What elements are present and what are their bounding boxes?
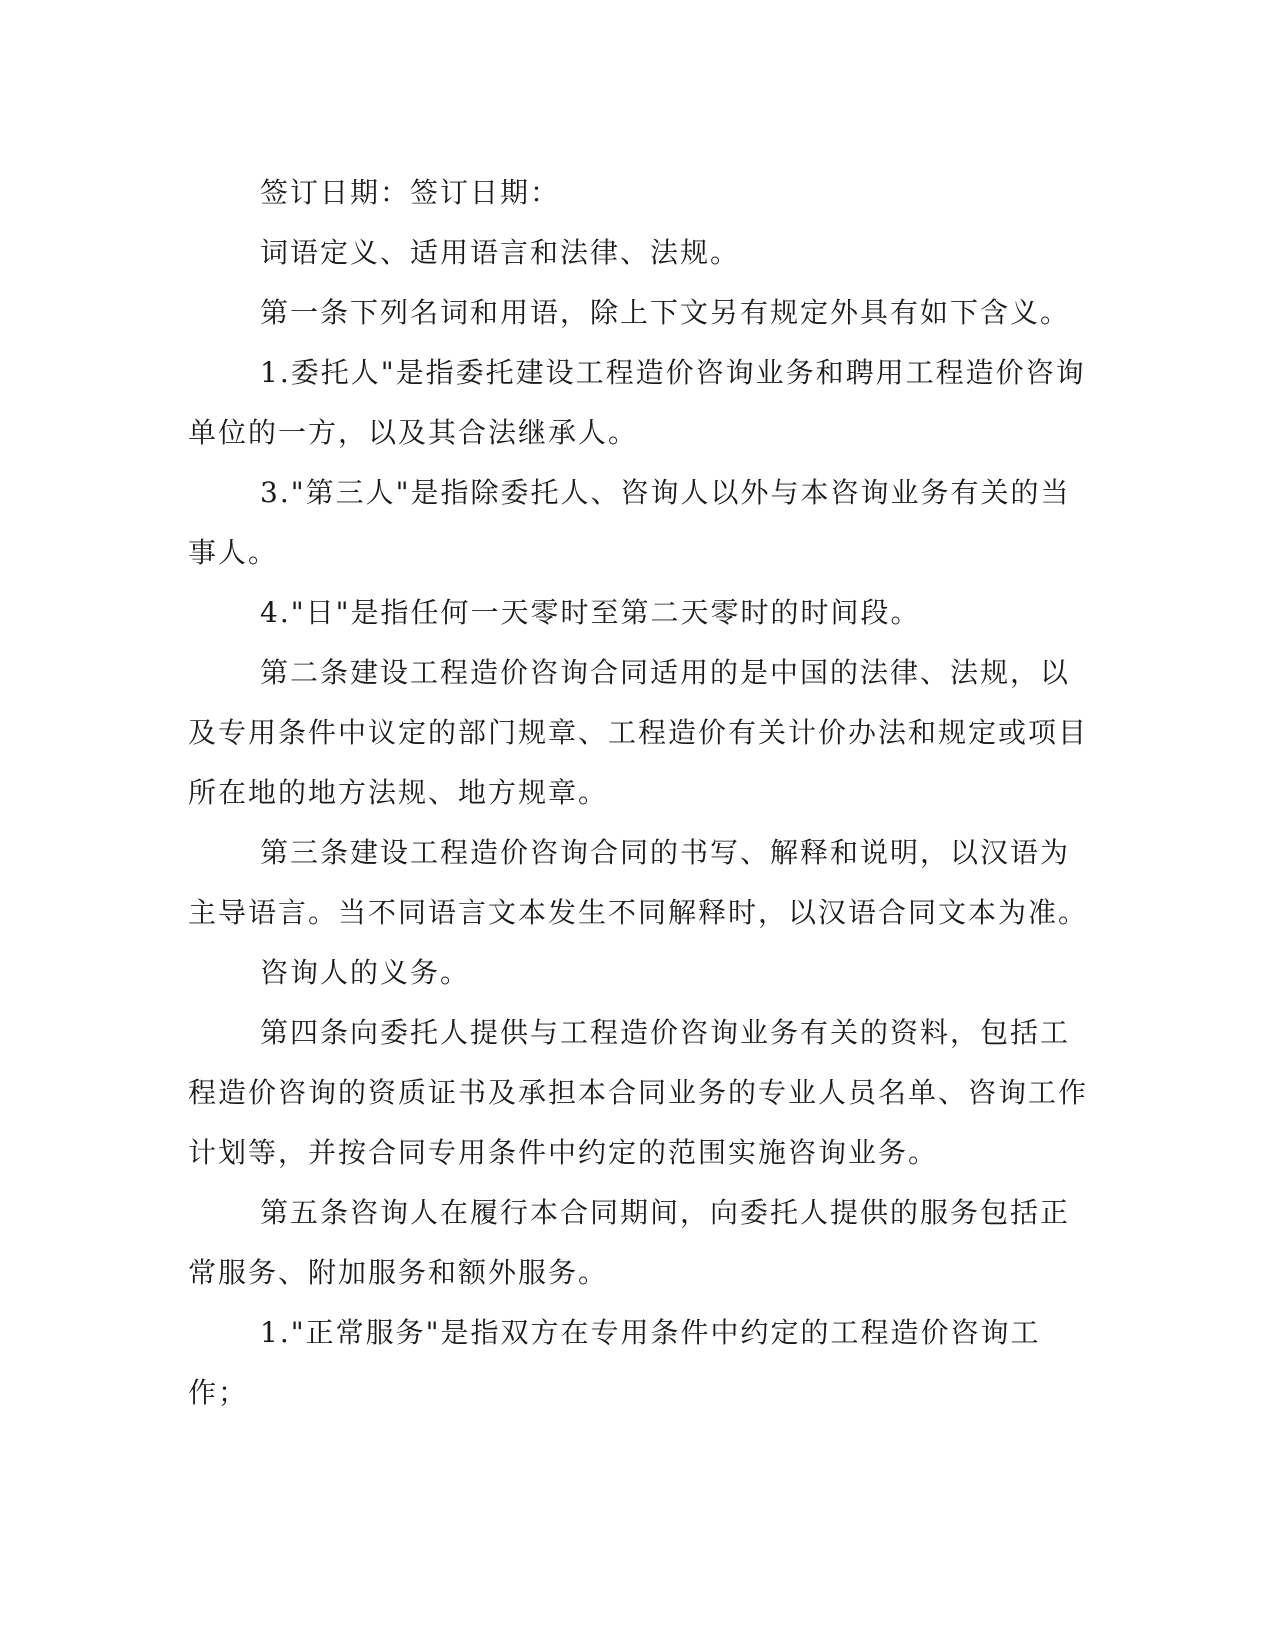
article-2: 第二条建设工程造价咨询合同适用的是中国的法律、法规，以及专用条件中议定的部门规章、工程造价有关计价办法和规定或项目所在地的地方法规、地方规章。: [188, 656, 1089, 809]
article-5: 第五条咨询人在履行本合同期间，向委托人提供的服务包括正常服务、附加服务和额外服务。: [188, 1196, 1071, 1289]
definition-third-party: 3."第三人"是指除委托人、咨询人以外与本咨询业务有关的当事人。: [188, 476, 1071, 569]
definition-day: 4."日"是指任何一天零时至第二天零时的时间段。: [260, 596, 921, 629]
section-heading-consultant-duties: 咨询人的义务。: [260, 956, 471, 989]
article-3: 第三条建设工程造价咨询合同的书写、解释和说明，以汉语为主导语言。当不同语言文本发生不同解释时，以汉语合同文本为准。: [188, 836, 1089, 929]
article-1: 第一条下列名词和用语，除上下文另有规定外具有如下含义。: [260, 296, 1071, 329]
definition-client: 1.委托人"是指委托建设工程造价咨询业务和聘用工程造价咨询单位的一方，以及其合法继承人。: [188, 356, 1086, 449]
document-body: [188, 163, 1088, 1423]
signing-date-line: 签订日期：签订日期：: [260, 176, 561, 209]
section-heading-definitions: 词语定义、适用语言和法律、法规。: [260, 236, 741, 269]
definition-normal-service: 1."正常服务"是指双方在专用条件中约定的工程造价咨询工作；: [188, 1316, 1041, 1409]
article-4: 第四条向委托人提供与工程造价咨询业务有关的资料，包括工程造价咨询的资质证书及承担本合同业务的专业人员名单、咨询工作计划等，并按合同专用条件中约定的范围实施咨询业务。: [188, 1016, 1089, 1169]
